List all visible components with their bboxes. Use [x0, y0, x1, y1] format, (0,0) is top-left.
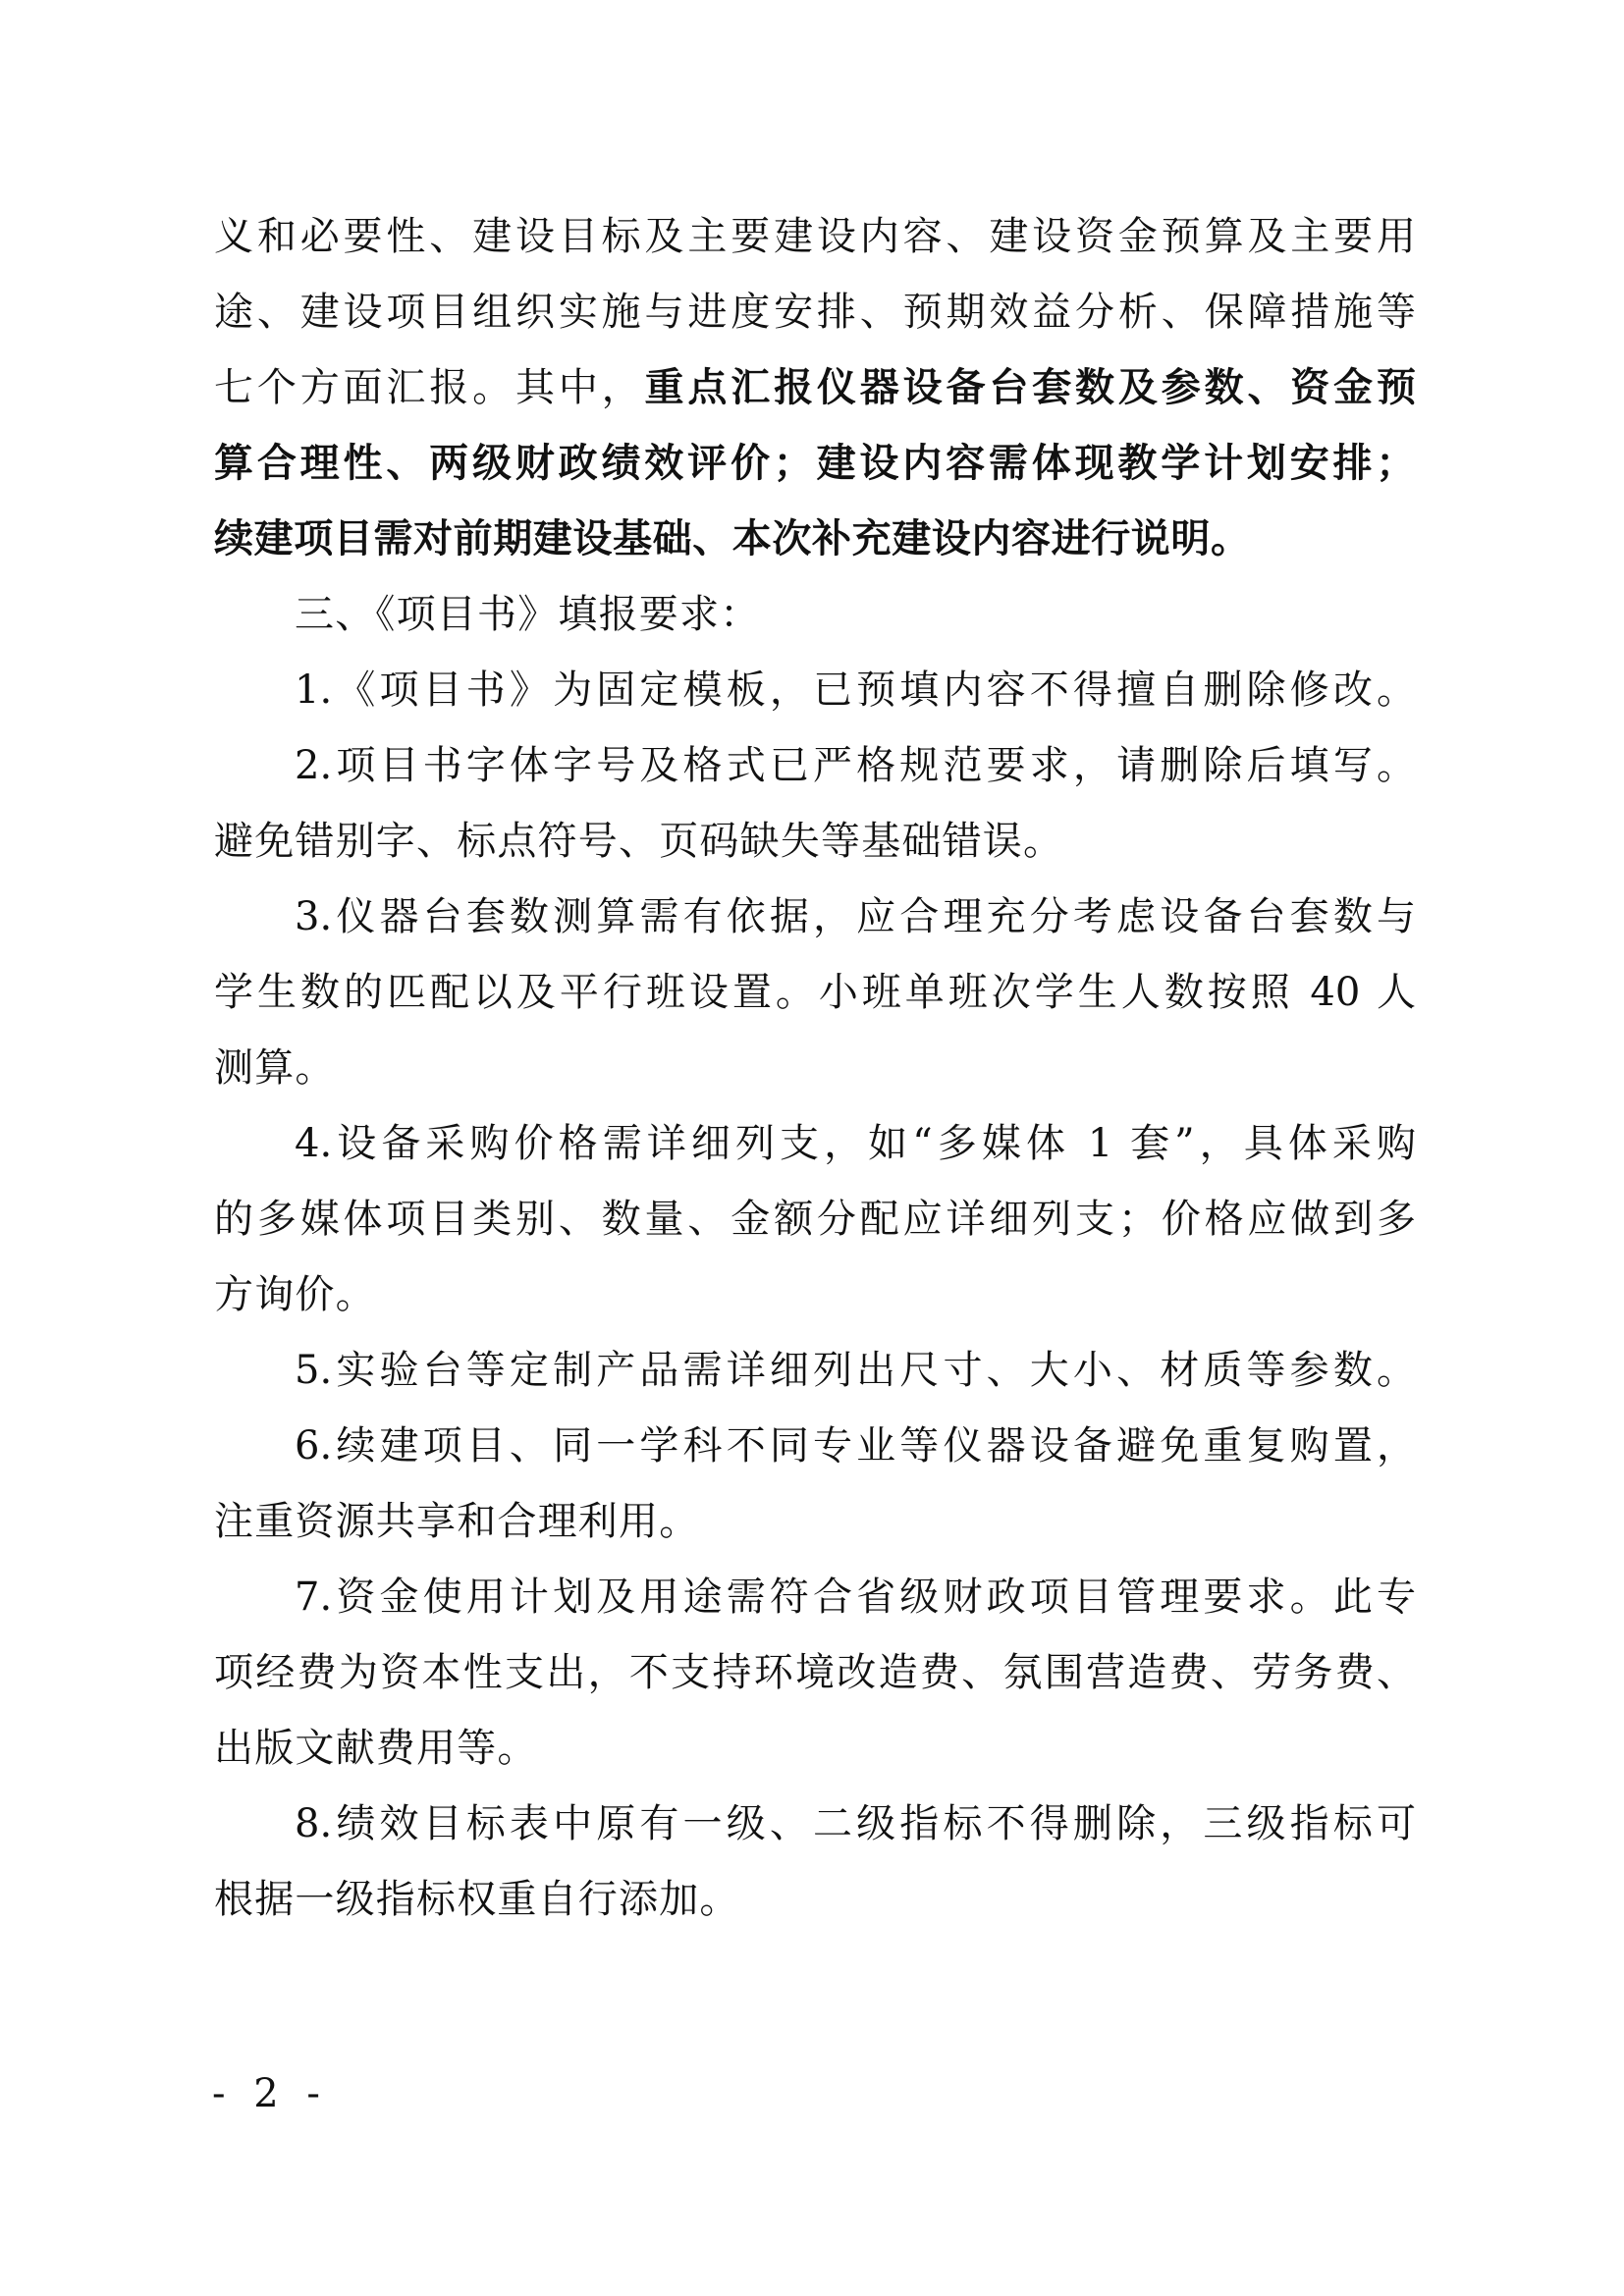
- requirement-7-line-2: 项经费为资本性支出，不支持环境改造费、氛围营造费、劳务费、: [214, 1650, 1416, 1695]
- section-heading-3: 三、《项目书》填报要求：: [295, 592, 761, 637]
- requirement-7-line-3: 出版文献费用等。: [214, 1726, 538, 1771]
- requirement-4-line-2: 的多媒体项目类别、数量、金额分配应详细列支；价格应做到多: [214, 1197, 1416, 1242]
- requirement-3-line-2: 学生数的匹配以及平行班设置。小班单班次学生人数按照 40 人: [214, 970, 1416, 1015]
- requirement-1: 1.《项目书》为固定模板，已预填内容不得擅自删除修改。: [295, 667, 1416, 713]
- requirement-8-line-1: 8.绩效目标表中原有一级、二级指标不得删除，三级指标可: [295, 1801, 1416, 1846]
- paragraph-line-2: 途、建设项目组织实施与进度安排、预期效益分析、保障措施等: [214, 290, 1416, 335]
- bold-paragraph-line-4: 算合理性、两级财政绩效评价；建设内容需体现教学计划安排；: [214, 441, 1416, 486]
- paragraph-line-1: 义和必要性、建设目标及主要建设内容、建设资金预算及主要用: [214, 214, 1416, 259]
- bold-paragraph-line-5: 续建项目需对前期建设基础、本次补充建设内容进行说明。: [214, 516, 1251, 561]
- paragraph-line-3: [214, 363, 1416, 412]
- requirement-6-line-1: 6.续建项目、同一学科不同专业等仪器设备避免重复购置，: [295, 1423, 1416, 1468]
- requirement-5: 5.实验台等定制产品需详细列出尺寸、大小、材质等参数。: [295, 1348, 1416, 1393]
- paragraph-line-3-normal: 七个方面汇报。其中，: [214, 365, 645, 410]
- requirement-8-line-2: 根据一级指标权重自行添加。: [214, 1877, 740, 1922]
- requirement-3-line-1: 3.仪器台套数测算需有依据，应合理充分考虑设备台套数与: [295, 894, 1416, 939]
- requirement-4-line-3: 方询价。: [214, 1272, 376, 1317]
- requirement-7-line-1: 7.资金使用计划及用途需符合省级财政项目管理要求。此专: [295, 1575, 1416, 1620]
- requirement-6-line-2: 注重资源共享和合理利用。: [214, 1499, 700, 1544]
- page-number: - 2 -: [212, 2071, 328, 2116]
- requirement-3-line-3: 测算。: [214, 1045, 336, 1091]
- requirement-2-line-1: 2.项目书字体字号及格式已严格规范要求，请删除后填写。: [295, 743, 1416, 788]
- requirement-2-line-2: 避免错别字、标点符号、页码缺失等基础错误。: [214, 819, 1064, 864]
- paragraph-line-3-bold: 重点汇报仪器设备台套数及参数、资金预: [644, 365, 1417, 410]
- requirement-4-line-1: 4.设备采购价格需详细列支，如“多媒体 1 套”，具体采购: [295, 1121, 1416, 1166]
